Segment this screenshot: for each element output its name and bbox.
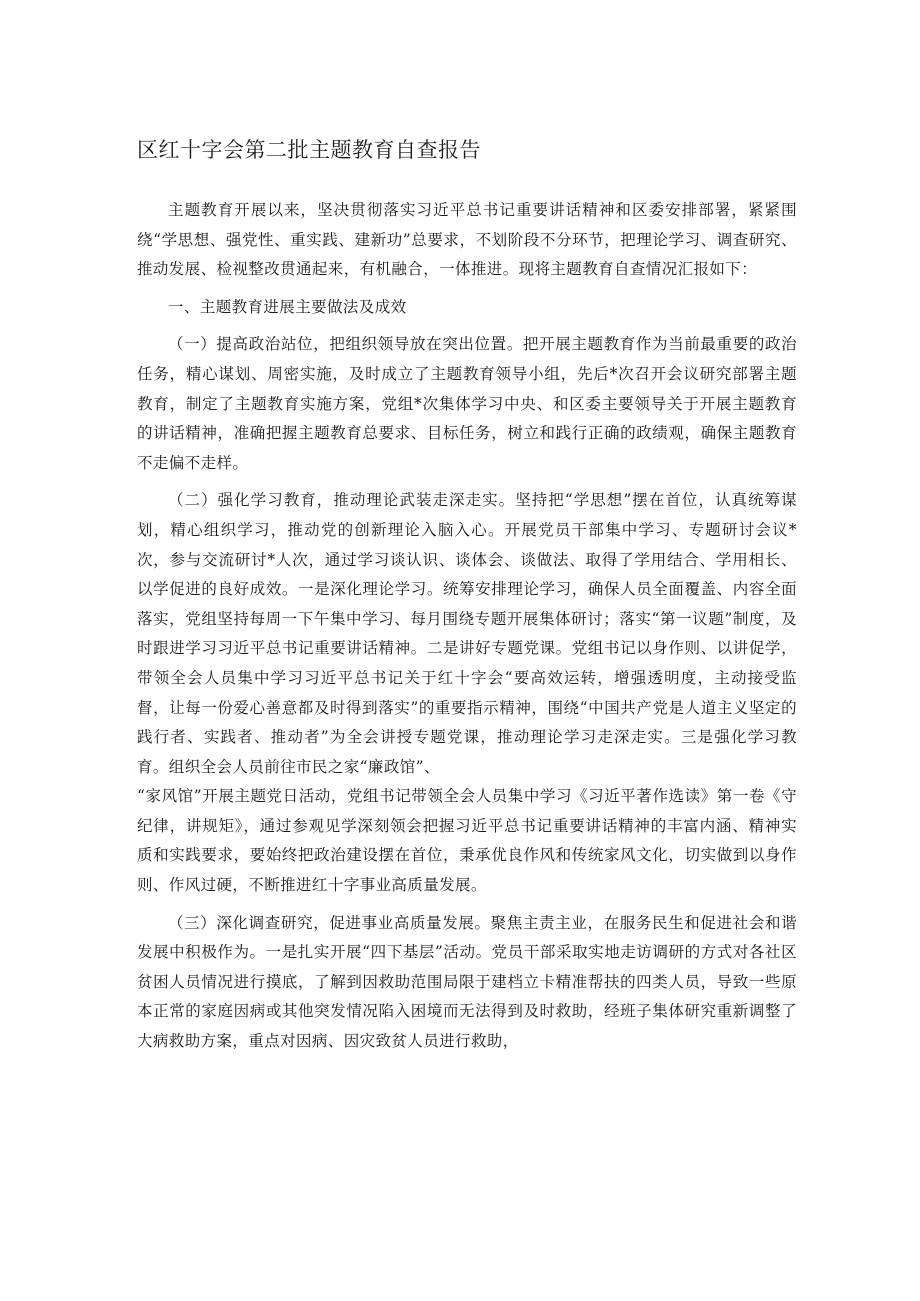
document-body <box>137 135 797 1057</box>
section-heading-1: 一、主题教育进展主要做法及成效 <box>168 297 407 316</box>
paragraph-political-stance: （一）提高政治站位，把组织领导放在突出位置。把开展主题教育作为当前最重要的政治任务，精心谋划、周密实施，及时成立了主题教育领导小组，先后*次召开会议研究部署主题教育，制定了主题教育实施方案，党组*次集体学习中央、和区委主要领导关于开展主题教育的讲话精神，准确把握主题教育总要求、目标任务，树立和践行正确的政绩观，确保主题教育不走偏不走样。 <box>137 335 797 472</box>
document-title: 区红十字会第二批主题教育自查报告 <box>137 138 481 162</box>
paragraph-research: （三）深化调查研究，促进事业高质量发展。聚焦主责主业，在服务民生和促进社会和谐发展中积极作为。一是扎实开展“四下基层”活动。党员干部采取实地走访调研的方式对各社区贫困人员情况进行摸底，了解到因救助范围局限于建档立卡精准帮扶的四类人员，导致一些原本正常的家庭因病或其他突发情况陷入困境而无法得到及时救助，经班子集体研究重新调整了大病救助方案，重点对因病、因灾致贫人员进行救助， <box>137 913 797 1051</box>
paragraph-study-education: （二）强化学习教育，推动理论武装走深走实。坚持把“学思想”摆在首位，认真统筹谋划，精心组织学习，推动党的创新理论入脑入心。开展党员干部集中学习、专题研讨会议*次，参与交流研讨*人次，通过学习谈认识、谈体会、谈做法、取得了学用结合、学用相长、以学促进的良好成效。一是深化理论学习。统筹安排理论学习，确保人员全面覆盖、内容全面落实，党组坚持每周一下午集中学习、每月围绕专题开展集体研讨；落实“第一议题”制度，及时跟进学习习近平总书记重要讲话精神。二是讲好专题党课。党组书记以身作则、以讲促学，带领全会人员集中学习习近平总书记关于红十字会“要高效运转，增强透明度，主动接受监督，让每一份爱心善意都及时得到落实”的重要指示精神，围绕“中国共产党是人道主义坚定的践行者、实践者、推动者”为全会讲授专题党课，推动理论学习走深走实。三是强化学习教育。组织全会人员前往市民之家“廉政馆”、 <box>137 491 797 776</box>
paragraph-study-education-continued: “家风馆”开展主题党日活动，党组书记带领全会人员集中学习《习近平著作选读》第一卷《守纪律，讲规矩》，通过参观见学深刻领会把握习近平总书记重要讲话精神的丰富内涵、精神实质和实践要求，要始终把政治建设摆在首位，秉承优良作风和传统家风文化，切实做到以身作则、作风过硬，不断推进红十字事业高质量发展。 <box>137 787 797 895</box>
intro-paragraph: 主题教育开展以来，坚决贯彻落实习近平总书记重要讲话精神和区委安排部署，紧紧围绕“学思想、强党性、重实践、建新功”总要求，不划阶段不分环节，把理论学习、调查研究、推动发展、检视整改贯通起来，有机融合，一体推进。现将主题教育自查情况汇报如下： <box>137 201 797 279</box>
